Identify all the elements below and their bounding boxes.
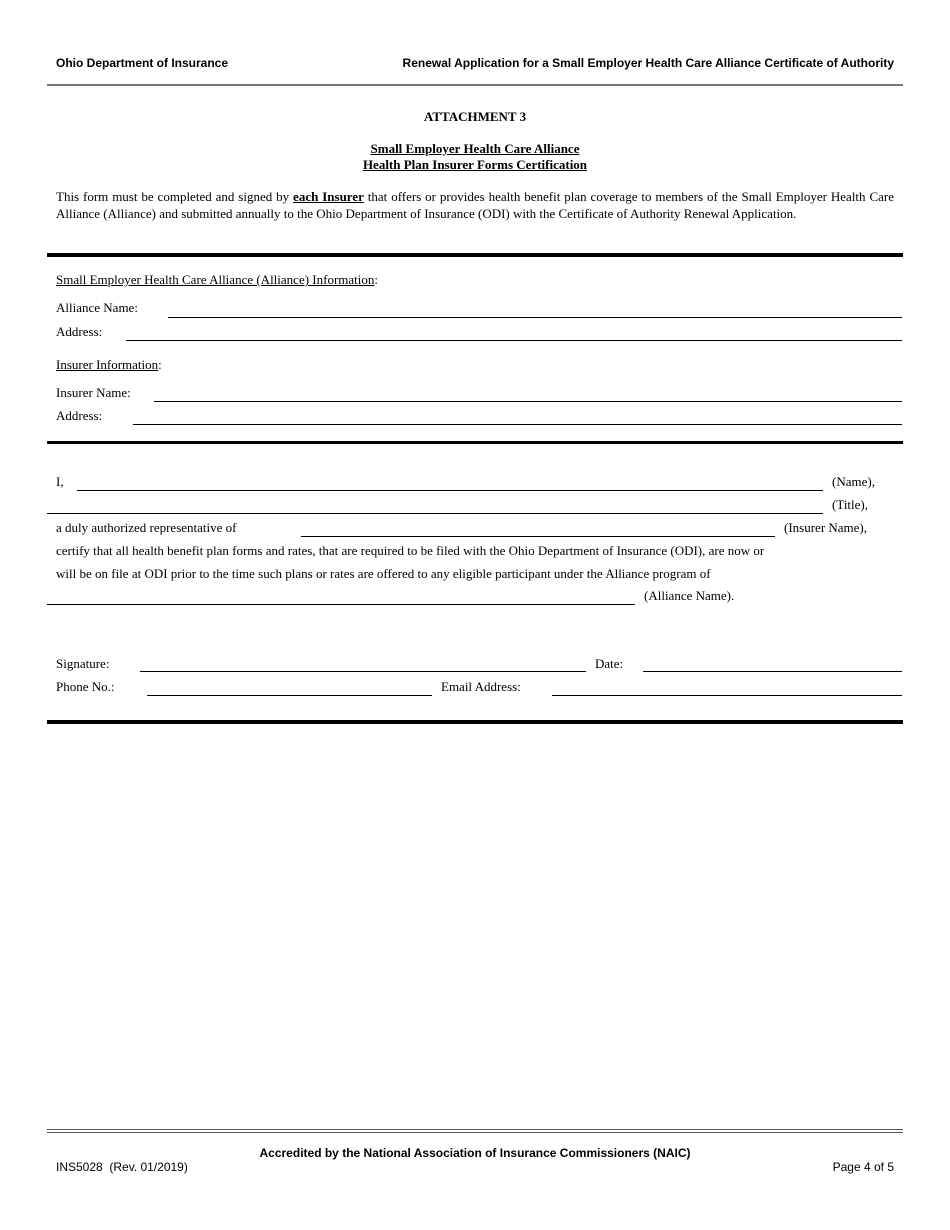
date-label: Date: <box>595 656 624 671</box>
alliance-name-suffix: (Alliance Name). <box>644 588 735 603</box>
represented-insurer-field[interactable] <box>301 536 775 537</box>
date-field[interactable] <box>643 671 902 672</box>
alliance-heading-colon: : <box>374 272 379 287</box>
intro-emphasis: each Insurer <box>293 189 364 204</box>
certifier-title-field[interactable] <box>47 513 823 514</box>
form-title-line2: Health Plan Insurer Forms Certification <box>362 157 588 172</box>
alliance-section-heading-text: Small Employer Health Care Alliance (Alliance) Information <box>56 272 375 287</box>
certify-i-label: I, <box>56 474 64 489</box>
representative-label: a duly authorized representative of <box>56 520 237 535</box>
header-form-title: Renewal Application for a Small Employer Health Care Alliance Certificate of Authority <box>402 56 894 70</box>
phone-label: Phone No.: <box>56 679 115 694</box>
header-rule <box>47 84 903 86</box>
insurer-section-heading <box>56 357 162 373</box>
insurer-address-field[interactable] <box>133 424 902 425</box>
footer-form-id: INS5028 (Rev. 01/2019) <box>56 1160 188 1174</box>
alliance-name-label: Alliance Name: <box>56 300 138 315</box>
email-label: Email Address: <box>441 679 521 694</box>
insurer-address-label: Address: <box>56 408 103 423</box>
attachment-heading: ATTACHMENT 3 <box>423 109 527 124</box>
insurer-name-label: Insurer Name: <box>56 385 131 400</box>
section-rule-top <box>47 253 903 257</box>
intro-text-after: that offers or provides health benefit plan coverage to members of the Small Employer Health Care Alliance (Alliance) and submitted annually to the Ohio Department of Insurance (ODI) with the Certificate of Authority Renewal Application. <box>56 189 894 221</box>
section-rule-middle <box>47 441 903 444</box>
footer-rule-2 <box>47 1132 903 1133</box>
title-suffix: (Title), <box>832 497 868 512</box>
alliance-address-field[interactable] <box>126 340 902 341</box>
certify-statement-line1: certify that all health benefit plan forms and rates, that are required to be filed with the Ohio Department of Insurance (ODI), are now or <box>56 543 765 558</box>
certify-statement-line2: will be on file at ODI prior to the time such plans or rates are offered to any eligible participant under the Alliance program of <box>56 566 711 581</box>
section-rule-bottom <box>47 720 903 724</box>
footer-rule-1 <box>47 1129 903 1130</box>
footer-page-number: Page 4 of 5 <box>832 1160 894 1174</box>
insurer-section-heading-text: Insurer Information <box>56 357 159 372</box>
insurer-name-suffix: (Insurer Name), <box>784 520 868 535</box>
footer-accreditation: Accredited by the National Association of Insurance Commissioners (NAIC) <box>259 1146 691 1160</box>
header-agency: Ohio Department of Insurance <box>56 56 229 70</box>
email-field[interactable] <box>552 695 902 696</box>
alliance-program-name-field[interactable] <box>47 604 635 605</box>
form-title-line1: Small Employer Health Care Alliance <box>370 141 580 156</box>
phone-field[interactable] <box>147 695 432 696</box>
alliance-section-heading <box>56 272 378 288</box>
signature-field[interactable] <box>140 671 586 672</box>
alliance-address-label: Address: <box>56 324 103 339</box>
certifier-name-field[interactable] <box>77 490 823 491</box>
alliance-name-field[interactable] <box>168 317 902 318</box>
intro-text-before: This form must be completed and signed by <box>56 189 294 204</box>
signature-label: Signature: <box>56 656 110 671</box>
intro-paragraph <box>56 189 894 222</box>
insurer-name-field[interactable] <box>154 401 902 402</box>
insurer-heading-colon: : <box>158 357 162 372</box>
name-suffix: (Name), <box>832 474 875 489</box>
